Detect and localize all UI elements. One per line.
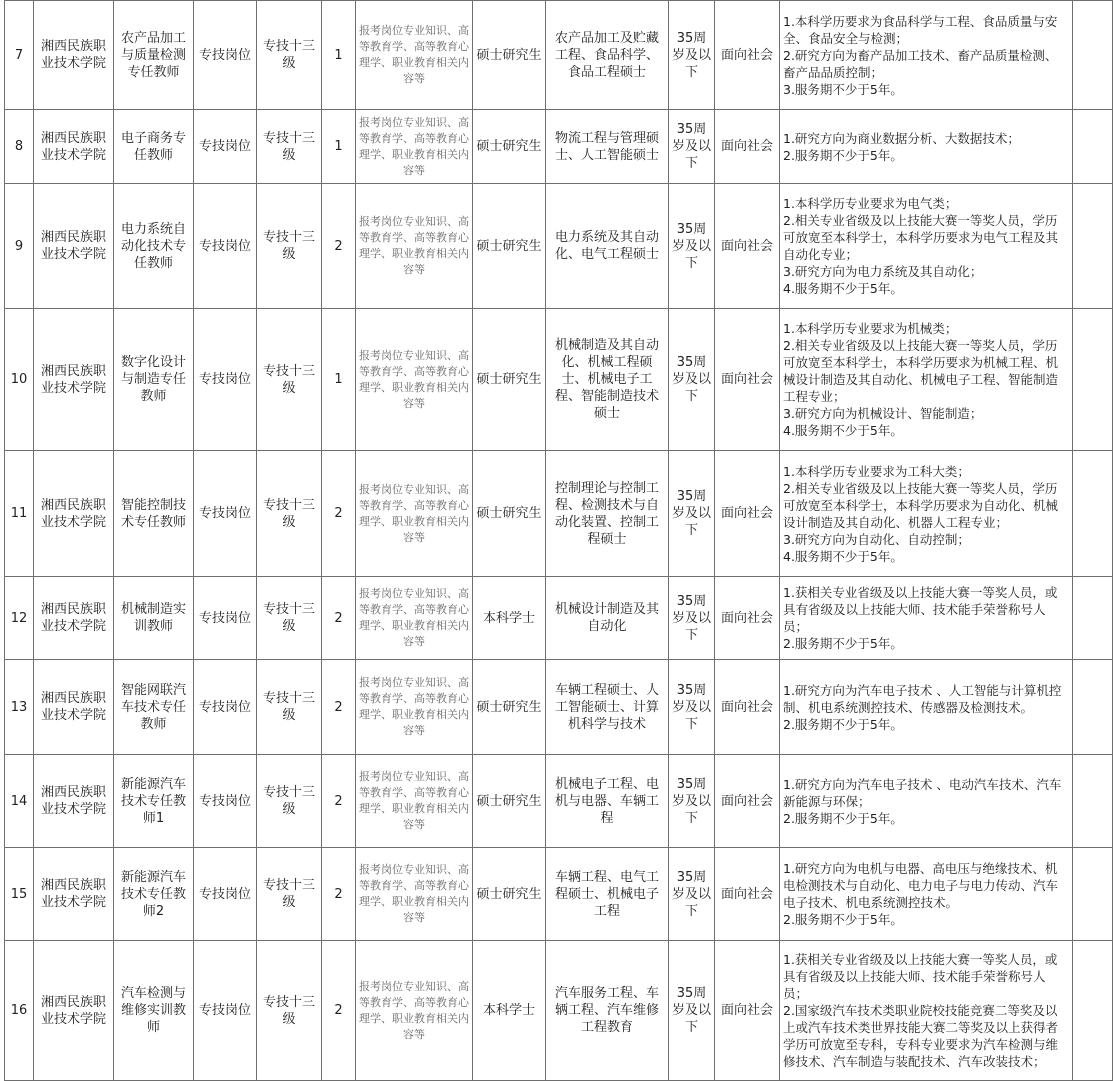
hire-count: 2 <box>322 184 356 309</box>
table-row <box>5 1 1113 110</box>
position-name: 智能控制技术专任教师 <box>114 451 194 577</box>
requirement-line: 2.相关专业省级及以上技能大赛一等奖人员，学历可放宽至本科学士，本科学历要求为电气工程及其自动化专业； <box>783 213 1059 262</box>
unit-name: 湘西民族职业技术学院 <box>34 660 114 755</box>
remarks-cell <box>1073 309 1113 451</box>
age-requirement: 35周岁及以下 <box>669 577 715 660</box>
recruitment-scope: 面向社会 <box>715 309 780 451</box>
position-name: 数字化设计与制造专任教师 <box>114 309 194 451</box>
recruitment-scope: 面向社会 <box>715 848 780 941</box>
education-requirement: 硕士研究生 <box>473 848 546 941</box>
age-requirement: 35周岁及以下 <box>669 451 715 577</box>
major-requirement: 机械设计制造及其自动化 <box>546 577 669 660</box>
requirement-line: 4.服务期不少于5年。 <box>783 548 903 564</box>
major-requirement: 车辆工程硕士、人工智能硕士、计算机科学与技术 <box>546 660 669 755</box>
requirement-line: 1.研究方向为汽车电子技术 、电动汽车技术、汽车新能源与环保； <box>783 776 1062 809</box>
table-row <box>5 660 1113 755</box>
requirements <box>780 1 1073 110</box>
requirement-line: 4.服务期不少于5年。 <box>783 423 903 438</box>
position-level: 专技十三级 <box>257 184 322 309</box>
row-number: 13 <box>5 660 34 755</box>
remarks-cell <box>1073 110 1113 184</box>
requirement-line: 1.获相关专业省级及以上技能大赛一等奖人员，或具有省级及以上技能大师、技术能手荣誉称号人员； <box>783 952 1058 1001</box>
recruitment-scope: 面向社会 <box>715 451 780 577</box>
position-level: 专技十三级 <box>257 577 322 660</box>
position-level: 专技十三级 <box>257 755 322 848</box>
position-level: 专技十三级 <box>257 110 322 184</box>
requirement-line: 1.研究方向为商业数据分析、大数据技术； <box>783 130 1020 146</box>
major-requirement: 汽车服务工程、车辆工程、汽车维修工程教育 <box>546 941 669 1081</box>
row-number: 7 <box>5 1 34 110</box>
hire-count: 1 <box>322 309 356 451</box>
exam-subjects: 报考岗位专业知识、高等教育学、高等教育心理学、职业教育相关内容等 <box>356 755 473 848</box>
unit-name: 湘西民族职业技术学院 <box>34 184 114 309</box>
position-name: 农产品加工与质量检测专任教师 <box>114 1 194 110</box>
recruitment-scope: 面向社会 <box>715 577 780 660</box>
row-number: 9 <box>5 184 34 309</box>
remarks-cell <box>1073 1 1113 110</box>
age-requirement: 35周岁及以下 <box>669 660 715 755</box>
row-number: 8 <box>5 110 34 184</box>
requirement-line: 1.本科学历专业要求为工科大类； <box>783 463 970 479</box>
age-requirement: 35周岁及以下 <box>669 110 715 184</box>
hire-count: 1 <box>322 110 356 184</box>
position-name: 电力系统自动化技术专任教师 <box>114 184 194 309</box>
remarks-cell <box>1073 941 1113 1081</box>
education-requirement: 本科学士 <box>473 577 546 660</box>
position-level: 专技十三级 <box>257 941 322 1081</box>
recruitment-scope: 面向社会 <box>715 941 780 1081</box>
hire-count: 1 <box>322 1 356 110</box>
position-name: 新能源汽车技术专任教师2 <box>114 848 194 941</box>
recruitment-scope: 面向社会 <box>715 110 780 184</box>
recruitment-scope: 面向社会 <box>715 755 780 848</box>
position-level: 专技十三级 <box>257 309 322 451</box>
hire-count: 2 <box>322 451 356 577</box>
unit-name: 湘西民族职业技术学院 <box>34 848 114 941</box>
position-level: 专技十三级 <box>257 1 322 110</box>
recruitment-scope: 面向社会 <box>715 1 780 110</box>
remarks-cell <box>1073 755 1113 848</box>
requirement-line: 3.服务期不少于5年。 <box>783 81 903 97</box>
age-requirement: 35周岁及以下 <box>669 309 715 451</box>
exam-subjects: 报考岗位专业知识、高等教育学、高等教育心理学、职业教育相关内容等 <box>356 941 473 1081</box>
requirement-line: 3.研究方向为机械设计、智能制造； <box>783 406 983 421</box>
requirement-line: 2.国家级汽车技术类职业院校技能竞赛二等奖及以上或汽车技术类世界技能大赛二等奖及以上获得者学历可放宽至专科，专科专业要求为汽车检测与维修技术、汽车制造与装配技术、汽车改装技术； <box>783 1003 1059 1069</box>
position-name: 汽车检测与维修实训教师 <box>114 941 194 1081</box>
requirement-line: 2.相关专业省级及以上技能大赛一等奖人员，学历可放宽至本科学士，本科学历要求为自动化、机械设计制造及其自动化、机器人工程专业； <box>783 480 1059 530</box>
hire-count: 2 <box>322 577 356 660</box>
position-name: 智能网联汽车技术专任教师 <box>114 660 194 755</box>
position-category: 专技岗位 <box>194 577 257 660</box>
row-number: 16 <box>5 941 34 1081</box>
table-body <box>5 1 1113 1081</box>
requirements <box>780 110 1073 184</box>
table-row <box>5 110 1113 184</box>
row-number: 11 <box>5 451 34 577</box>
major-requirement: 农产品加工及贮藏工程、食品科学、食品工程硕士 <box>546 1 669 110</box>
major-requirement: 电力系统及其自动化、电气工程硕士 <box>546 184 669 309</box>
requirements <box>780 755 1073 848</box>
requirement-line: 3.研究方向为电力系统及其自动化； <box>783 264 983 279</box>
position-category: 专技岗位 <box>194 660 257 755</box>
position-name: 电子商务专任教师 <box>114 110 194 184</box>
requirement-line: 2.服务期不少于5年。 <box>783 810 903 826</box>
exam-subjects: 报考岗位专业知识、高等教育学、高等教育心理学、职业教育相关内容等 <box>356 184 473 309</box>
requirement-line: 2.相关专业省级及以上技能大赛一等奖人员，学历可放宽至本科学士，本科学历要求为机械工程、机械设计制造及其自动化、机械电子工程、智能制造工程专业； <box>783 338 1059 404</box>
age-requirement: 35周岁及以下 <box>669 1 715 110</box>
exam-subjects: 报考岗位专业知识、高等教育学、高等教育心理学、职业教育相关内容等 <box>356 660 473 755</box>
requirement-line: 1.本科学历要求为食品科学与工程、食品质量与安全、食品安全与检测； <box>783 13 1058 46</box>
major-requirement: 物流工程与管理硕士、人工智能硕士 <box>546 110 669 184</box>
education-requirement: 本科学士 <box>473 941 546 1081</box>
position-level: 专技十三级 <box>257 660 322 755</box>
exam-subjects: 报考岗位专业知识、高等教育学、高等教育心理学、职业教育相关内容等 <box>356 577 473 660</box>
remarks-cell <box>1073 660 1113 755</box>
education-requirement: 硕士研究生 <box>473 1 546 110</box>
table-row <box>5 848 1113 941</box>
unit-name: 湘西民族职业技术学院 <box>34 755 114 848</box>
table-row <box>5 451 1113 577</box>
position-name: 机械制造实训教师 <box>114 577 194 660</box>
hire-count: 2 <box>322 848 356 941</box>
requirement-line: 2.研究方向为畜产品加工技术、畜产品质量检测、畜产品品质控制； <box>783 47 1058 80</box>
requirement-line: 1.研究方向为电机与电器、高电压与绝缘技术、机电检测技术与自动化、电力电子与电力传动、汽车电子技术、机电系统测控技术。 <box>783 861 1059 910</box>
requirements <box>780 848 1073 941</box>
unit-name: 湘西民族职业技术学院 <box>34 110 114 184</box>
education-requirement: 硕士研究生 <box>473 755 546 848</box>
requirements <box>780 660 1073 755</box>
age-requirement: 35周岁及以下 <box>669 848 715 941</box>
requirements <box>780 184 1073 309</box>
major-requirement: 机械电子工程、电机与电器、车辆工程 <box>546 755 669 848</box>
requirements <box>780 451 1073 577</box>
education-requirement: 硕士研究生 <box>473 660 546 755</box>
row-number: 12 <box>5 577 34 660</box>
row-number: 14 <box>5 755 34 848</box>
requirements <box>780 309 1073 451</box>
remarks-cell <box>1073 451 1113 577</box>
table-row <box>5 184 1113 309</box>
table-row <box>5 577 1113 660</box>
hire-count: 2 <box>322 941 356 1081</box>
requirement-line: 1.本科学历专业要求为电气类； <box>783 196 958 211</box>
major-requirement: 机械制造及其自动化、机械工程硕士、机械电子工程、智能制造技术硕士 <box>546 309 669 451</box>
age-requirement: 35周岁及以下 <box>669 755 715 848</box>
requirement-line: 2.服务期不少于5年。 <box>783 716 903 732</box>
education-requirement: 硕士研究生 <box>473 309 546 451</box>
exam-subjects: 报考岗位专业知识、高等教育学、高等教育心理学、职业教育相关内容等 <box>356 1 473 110</box>
recruitment-scope: 面向社会 <box>715 184 780 309</box>
position-category: 专技岗位 <box>194 941 257 1081</box>
requirement-line: 2.服务期不少于5年。 <box>783 636 903 651</box>
requirement-line: 2.服务期不少于5年。 <box>783 147 903 163</box>
education-requirement: 硕士研究生 <box>473 451 546 577</box>
remarks-cell <box>1073 848 1113 941</box>
remarks-cell <box>1073 577 1113 660</box>
hire-count: 2 <box>322 755 356 848</box>
row-number: 15 <box>5 848 34 941</box>
unit-name: 湘西民族职业技术学院 <box>34 577 114 660</box>
exam-subjects: 报考岗位专业知识、高等教育学、高等教育心理学、职业教育相关内容等 <box>356 848 473 941</box>
unit-name: 湘西民族职业技术学院 <box>34 451 114 577</box>
position-name: 新能源汽车技术专任教师1 <box>114 755 194 848</box>
position-category: 专技岗位 <box>194 451 257 577</box>
requirements <box>780 577 1073 660</box>
row-number: 10 <box>5 309 34 451</box>
position-category: 专技岗位 <box>194 1 257 110</box>
position-level: 专技十三级 <box>257 848 322 941</box>
position-category: 专技岗位 <box>194 110 257 184</box>
major-requirement: 控制理论与控制工程、检测技术与自动化装置、控制工程硕士 <box>546 451 669 577</box>
exam-subjects: 报考岗位专业知识、高等教育学、高等教育心理学、职业教育相关内容等 <box>356 309 473 451</box>
position-category: 专技岗位 <box>194 309 257 451</box>
table-row <box>5 755 1113 848</box>
unit-name: 湘西民族职业技术学院 <box>34 941 114 1081</box>
education-requirement: 硕士研究生 <box>473 110 546 184</box>
requirement-line: 2.服务期不少于5年。 <box>783 912 903 927</box>
position-category: 专技岗位 <box>194 848 257 941</box>
unit-name: 湘西民族职业技术学院 <box>34 309 114 451</box>
remarks-cell <box>1073 184 1113 309</box>
position-category: 专技岗位 <box>194 755 257 848</box>
requirements <box>780 941 1073 1081</box>
age-requirement: 35周岁及以下 <box>669 941 715 1081</box>
exam-subjects: 报考岗位专业知识、高等教育学、高等教育心理学、职业教育相关内容等 <box>356 451 473 577</box>
requirement-line: 1.研究方向为汽车电子技术 、人工智能与计算机控制、机电系统测控技术、传感器及检测技术。 <box>783 682 1062 715</box>
requirement-line: 1.本科学历专业要求为机械类； <box>783 321 958 336</box>
education-requirement: 硕士研究生 <box>473 184 546 309</box>
requirement-line: 1.获相关专业省级及以上技能大赛一等奖人员，或具有省级及以上技能大师、技术能手荣誉称号人员； <box>783 585 1058 634</box>
recruitment-table <box>4 0 1113 1081</box>
requirement-line: 4.服务期不少于5年。 <box>783 281 903 296</box>
recruitment-scope: 面向社会 <box>715 660 780 755</box>
table-row <box>5 309 1113 451</box>
table-row <box>5 941 1113 1081</box>
position-level: 专技十三级 <box>257 451 322 577</box>
unit-name: 湘西民族职业技术学院 <box>34 1 114 110</box>
major-requirement: 车辆工程、电气工程硕士、机械电子工程 <box>546 848 669 941</box>
hire-count: 2 <box>322 660 356 755</box>
position-category: 专技岗位 <box>194 184 257 309</box>
exam-subjects: 报考岗位专业知识、高等教育学、高等教育心理学、职业教育相关内容等 <box>356 110 473 184</box>
age-requirement: 35周岁及以下 <box>669 184 715 309</box>
requirement-line: 3.研究方向为自动化、自动控制； <box>783 531 970 547</box>
